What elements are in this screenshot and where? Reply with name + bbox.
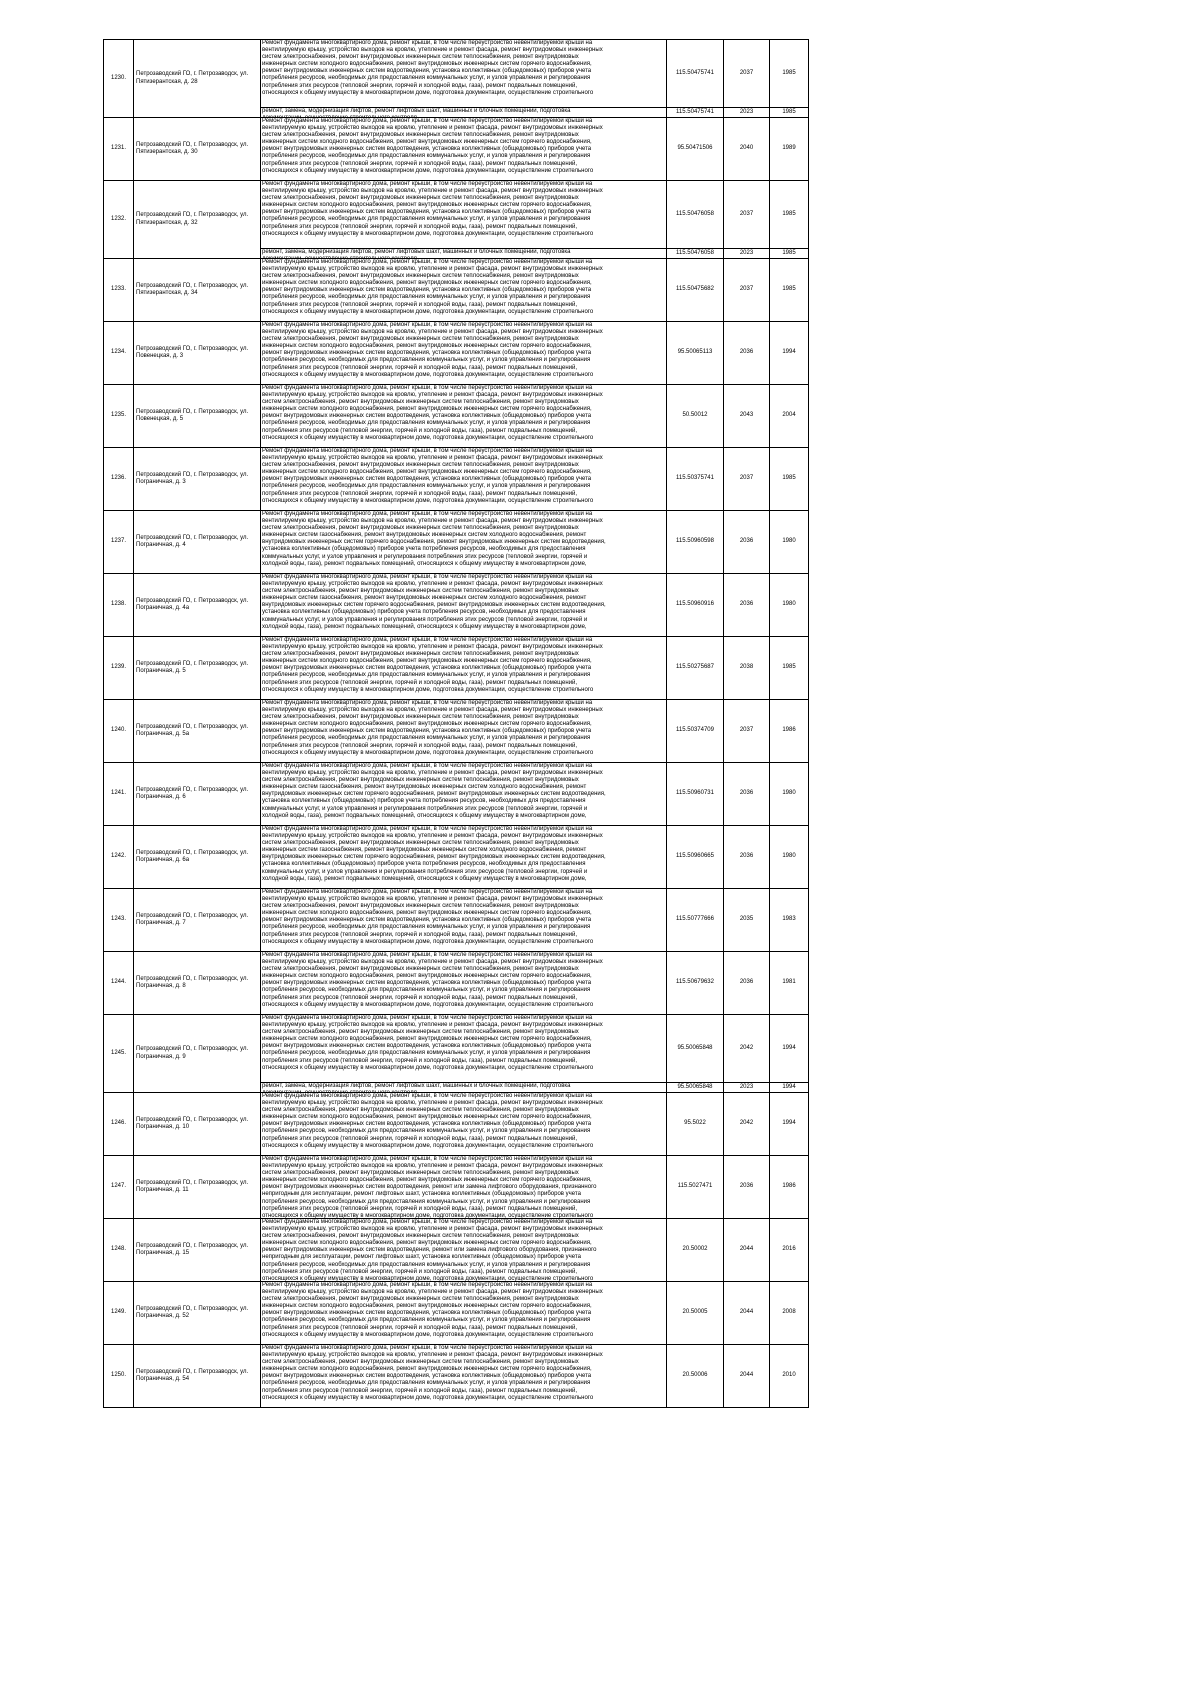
cost-cell: 95.50065848 [667,1015,724,1083]
row-number: 1249. [104,1282,134,1345]
address-cell: Петрозаводский ГО, г. Петрозаводск, ул. Пограничная, д. 9 [134,1015,261,1093]
row-number: 1243. [104,889,134,952]
planned-year-cell: 2035 [724,889,770,952]
works-cell [261,385,667,448]
table-row [104,763,809,826]
row-number: 1240. [104,700,134,763]
address-cell: Петрозаводский ГО, г. Петрозаводск, ул. Пограничная, д. 5а [134,700,261,763]
works-cell [261,889,667,952]
works-text: Ремонт фундамента многоквартирного дома, ремонт крыши, в том числе переустройство невентилируемой крыши на вентилируемую крышу, устройство выходов на кровлю, утепление и ремонт фасада, ремонт внутридомовых инженерных систем электроснабжения, ремонт внутридомовых инженерных систем теплоснабжения, ремонт внутридомовых инженерных систем холодного водоснабжения, ремонт внутридомовых инженерных систем горячего водоснабжения, ремонт внутридомовых инженерных систем водоотведения, ремонт или замена лифтового оборудования, признанного непригодным для эксплуатации, ремонт лифтовых шахт, установка коллективных (общедомовых) приборов учета потребления ресурсов, необходимых для предоставления коммунальных услуг, и узлов управления и регулирования потребления этих ресурсов (тепловой энергии, горячей и холодной воды, газа), ремонт подвальных помещений, относящихся к общему имуществу в многоквартирном доме, подготовка документации, осуществление строительного [262,1219,603,1281]
works-text: Ремонт фундамента многоквартирного дома, ремонт крыши, в том числе переустройство невентилируемой крыши на вентилируемую крышу, устройство выходов на кровлю, утепление и ремонт фасада, ремонт внутридомовых инженерных систем электроснабжения, ремонт внутридомовых инженерных систем теплоснабжения, ремонт внутридомовых инженерных систем холодного водоснабжения, ремонт внутридомовых инженерных систем горячего водоснабжения, ремонт внутридомовых инженерных систем водоотведения, установка коллективных (общедомовых) приборов учета потребления ресурсов, необходимых для предоставления коммунальных услуг, и узлов управления и регулирования потребления этих ресурсов (тепловой энергии, горячей и холодной воды, газа), ремонт подвальных помещений, относящихся к общему имуществу в многоквартирном доме, подготовка документации, осуществление строительного [262,448,603,504]
planned-year-cell: 2037 [724,700,770,763]
row-number: 1238. [104,574,134,637]
works-cell [261,637,667,700]
table-row [104,511,809,574]
planned-year-cell: 2023 [724,249,770,259]
planned-year-cell: 2037 [724,259,770,322]
address-cell: Петрозаводский ГО, г. Петрозаводск, ул. Повенецкая, д. 5 [134,385,261,448]
address-cell: Петрозаводский ГО, г. Петрозаводск, ул. Пограничная, д. 7 [134,889,261,952]
address-cell: Петрозаводский ГО, г. Петрозаводск, ул. Пограничная, д. 6а [134,826,261,889]
cost-cell: 20.50005 [667,1282,724,1345]
table-row [104,448,809,511]
planned-year-cell: 2036 [724,763,770,826]
planned-year-cell: 2042 [724,1093,770,1156]
build-year-cell: 1981 [770,952,809,1015]
cost-cell: 115.50476058 [667,249,724,259]
row-number: 1232. [104,181,134,259]
address-cell: Петрозаводский ГО, г. Петрозаводск, ул. Пограничная, д. 15 [134,1219,261,1282]
table-row [104,574,809,637]
works-text: ремонт, замена, модернизация лифтов, ремонт лифтовых шахт, машинных и блочных помещений, подготовка [262,249,571,255]
build-year-cell: 1985 [770,448,809,511]
address-cell: Петрозаводский ГО, г. Петрозаводск, ул. Пограничная, д. 4а [134,574,261,637]
build-year-cell: 2010 [770,1345,809,1408]
works-text: Ремонт фундамента многоквартирного дома, ремонт крыши, в том числе переустройство невентилируемой крыши на вентилируемую крышу, устройство выходов на кровлю, утепление и ремонт фасада, ремонт внутридомовых инженерных систем электроснабжения, ремонт внутридомовых инженерных систем теплоснабжения, ремонт внутридомовых инженерных систем холодного водоснабжения, ремонт внутридомовых инженерных систем горячего водоснабжения, ремонт внутридомовых инженерных систем водоотведения, установка коллективных (общедомовых) приборов учета потребления ресурсов, необходимых для предоставления коммунальных услуг, и узлов управления и регулирования потребления этих ресурсов (тепловой энергии, горячей и холодной воды, газа), ремонт подвальных помещений, относящихся к общему имуществу в многоквартирном доме, подготовка документации, осуществление строительного [262,322,603,378]
table-row [104,181,809,249]
build-year-cell: 1985 [770,637,809,700]
build-year-cell: 1994 [770,322,809,385]
planned-year-cell: 2036 [724,1156,770,1219]
cost-cell: 20.50006 [667,1345,724,1408]
cost-cell: 115.50275687 [667,637,724,700]
table-row [104,637,809,700]
cost-cell: 115.50960916 [667,574,724,637]
table-body [104,40,809,1408]
table-row [104,1015,809,1083]
works-cell [261,952,667,1015]
address-cell: Петрозаводский ГО, г. Петрозаводск, ул. Пограничная, д. 8 [134,952,261,1015]
planned-year-cell: 2044 [724,1282,770,1345]
planned-year-cell: 2038 [724,637,770,700]
row-number: 1241. [104,763,134,826]
table-row [104,118,809,181]
build-year-cell: 1986 [770,1156,809,1219]
works-text: Ремонт фундамента многоквартирного дома, ремонт крыши, в том числе переустройство невентилируемой крыши на вентилируемую крышу, устройство выходов на кровлю, утепление и ремонт фасада, ремонт внутридомовых инженерных систем электроснабжения, ремонт внутридомовых инженерных систем теплоснабжения, ремонт внутридомовых инженерных систем холодного водоснабжения, ремонт внутридомовых инженерных систем горячего водоснабжения, ремонт внутридомовых инженерных систем водоотведения, установка коллективных (общедомовых) приборов учета потребления ресурсов, необходимых для предоставления коммунальных услуг, и узлов управления и регулирования потребления этих ресурсов (тепловой энергии, горячей и холодной воды, газа), ремонт подвальных помещений, относящихся к общему имуществу в многоквартирном доме, подготовка документации, осуществление строительного [262,259,603,315]
build-year-cell: 1994 [770,1093,809,1156]
build-year-cell: 1989 [770,118,809,181]
row-number: 1230. [104,40,134,118]
cost-cell: 95.5022 [667,1093,724,1156]
works-cell [261,1156,667,1219]
works-text: Ремонт фундамента многоквартирного дома, ремонт крыши, в том числе переустройство невентилируемой крыши на вентилируемую крышу, устройство выходов на кровлю, утепление и ремонт фасада, ремонт внутридомовых инженерных систем электроснабжения, ремонт внутридомовых инженерных систем теплоснабжения, ремонт внутридомовых инженерных систем холодного водоснабжения, ремонт внутридомовых инженерных систем горячего водоснабжения, ремонт внутридомовых инженерных систем водоотведения, установка коллективных (общедомовых) приборов учета потребления ресурсов, необходимых для предоставления коммунальных услуг, и узлов управления и регулирования потребления этих ресурсов (тепловой энергии, горячей и холодной воды, газа), ремонт подвальных помещений, относящихся к общему имуществу в многоквартирном доме, подготовка документации, осуществление строительного [262,181,603,237]
planned-year-cell: 2044 [724,1345,770,1408]
cost-cell: 115.50475682 [667,259,724,322]
row-number: 1246. [104,1093,134,1156]
works-text: Ремонт фундамента многоквартирного дома, ремонт крыши, в том числе переустройство невентилируемой крыши на вентилируемую крышу, устройство выходов на кровлю, утепление и ремонт фасада, ремонт внутридомовых инженерных систем электроснабжения, ремонт внутридомовых инженерных систем теплоснабжения, ремонт внутридомовых инженерных систем холодного водоснабжения, ремонт внутридомовых инженерных систем горячего водоснабжения, ремонт внутридомовых инженерных систем водоотведения, установка коллективных (общедомовых) приборов учета потребления ресурсов, необходимых для предоставления коммунальных услуг, и узлов управления и регулирования потребления этих ресурсов (тепловой энергии, горячей и холодной воды, газа), ремонт подвальных помещений, относящихся к общему имуществу в многоквартирном доме, подготовка документации, осуществление строительного [262,700,603,756]
address-cell: Петрозаводский ГО, г. Петрозаводск, ул. Пограничная, д. 54 [134,1345,261,1408]
row-number: 1239. [104,637,134,700]
works-cell [261,826,667,889]
build-year-cell: 1980 [770,763,809,826]
works-text: ремонт, замена, модернизация лифтов, ремонт лифтовых шахт, машинных и блочных помещений, подготовка [262,108,571,114]
works-cell [261,1219,667,1282]
address-cell: Петрозаводский ГО, г. Петрозаводск, ул. Пограничная, д. 4 [134,511,261,574]
works-text: Ремонт фундамента многоквартирного дома, ремонт крыши, в том числе переустройство невентилируемой крыши на вентилируемую крышу, устройство выходов на кровлю, утепление и ремонт фасада, ремонт внутридомовых инженерных систем электроснабжения, ремонт внутридомовых инженерных систем теплоснабжения, ремонт внутридомовых инженерных систем газоснабжения, ремонт внутридомовых инженерных систем холодного водоснабжения, ремонт внутридомовых инженерных систем горячего водоснабжения, ремонт внутридомовых инженерных систем водоотведения, установка коллективных (общедомовых) приборов учета потребления ресурсов, необходимых для предоставления коммунальных услуг, и узлов управления и регулирования потребления этих ресурсов (тепловой энергии, горячей и холодной воды, газа), ремонт подвальных помещений, относящихся к общему имуществу в многоквартирном доме, [262,763,606,819]
cost-cell: 115.50374709 [667,700,724,763]
works-text: Ремонт фундамента многоквартирного дома, ремонт крыши, в том числе переустройство невентилируемой крыши на вентилируемую крышу, устройство выходов на кровлю, утепление и ремонт фасада, ремонт внутридомовых инженерных систем электроснабжения, ремонт внутридомовых инженерных систем теплоснабжения, ремонт внутридомовых инженерных систем холодного водоснабжения, ремонт внутридомовых инженерных систем горячего водоснабжения, ремонт внутридомовых инженерных систем водоотведения, установка коллективных (общедомовых) приборов учета потребления ресурсов, необходимых для предоставления коммунальных услуг, и узлов управления и регулирования потребления этих ресурсов (тепловой энергии, горячей и холодной воды, газа), ремонт подвальных помещений, относящихся к общему имуществу в многоквартирном доме, подготовка документации, осуществление строительного [262,385,603,441]
row-number: 1231. [104,118,134,181]
row-number: 1242. [104,826,134,889]
row-number: 1237. [104,511,134,574]
planned-year-cell: 2037 [724,448,770,511]
row-number: 1250. [104,1345,134,1408]
row-number: 1235. [104,385,134,448]
build-year-cell: 1986 [770,700,809,763]
planned-year-cell: 2036 [724,826,770,889]
works-text: Ремонт фундамента многоквартирного дома, ремонт крыши, в том числе переустройство невентилируемой крыши на вентилируемую крышу, устройство выходов на кровлю, утепление и ремонт фасада, ремонт внутридомовых инженерных систем электроснабжения, ремонт внутридомовых инженерных систем теплоснабжения, ремонт внутридомовых инженерных систем холодного водоснабжения, ремонт внутридомовых инженерных систем горячего водоснабжения, ремонт внутридомовых инженерных систем водоотведения, установка коллективных (общедомовых) приборов учета потребления ресурсов, необходимых для предоставления коммунальных услуг, и узлов управления и регулирования потребления этих ресурсов (тепловой энергии, горячей и холодной воды, газа), ремонт подвальных помещений, относящихся к общему имуществу в многоквартирном доме, подготовка документации, осуществление строительного [262,1093,603,1149]
table-row [104,259,809,322]
works-cell [261,700,667,763]
build-year-cell: 1994 [770,1015,809,1083]
cost-cell: 95.50065113 [667,322,724,385]
repair-program-table [103,39,809,1408]
cost-cell: 115.50475741 [667,108,724,118]
cost-cell: 115.50960731 [667,763,724,826]
planned-year-cell: 2040 [724,118,770,181]
address-cell: Петрозаводский ГО, г. Петрозаводск, ул. Пограничная, д. 52 [134,1282,261,1345]
works-cell [261,1093,667,1156]
works-cell [261,763,667,826]
build-year-cell: 1985 [770,249,809,259]
cost-cell: 115.50476058 [667,181,724,249]
table-row [104,1219,809,1282]
works-text: Ремонт фундамента многоквартирного дома, ремонт крыши, в том числе переустройство невентилируемой крыши на вентилируемую крышу, устройство выходов на кровлю, утепление и ремонт фасада, ремонт внутридомовых инженерных систем электроснабжения, ремонт внутридомовых инженерных систем теплоснабжения, ремонт внутридомовых инженерных систем холодного водоснабжения, ремонт внутридомовых инженерных систем горячего водоснабжения, ремонт внутридомовых инженерных систем водоотведения, установка коллективных (общедомовых) приборов учета потребления ресурсов, необходимых для предоставления коммунальных услуг, и узлов управления и регулирования потребления этих ресурсов (тепловой энергии, горячей и холодной воды, газа), ремонт подвальных помещений, относящихся к общему имуществу в многоквартирном доме, подготовка документации, осуществление строительного [262,637,603,693]
address-cell: Петрозаводский ГО, г. Петрозаводск, ул. Пограничная, д. 5 [134,637,261,700]
build-year-cell: 1980 [770,574,809,637]
works-text: Ремонт фундамента многоквартирного дома, ремонт крыши, в том числе переустройство невентилируемой крыши на вентилируемую крышу, устройство выходов на кровлю, утепление и ремонт фасада, ремонт внутридомовых инженерных систем электроснабжения, ремонт внутридомовых инженерных систем теплоснабжения, ремонт внутридомовых инженерных систем холодного водоснабжения, ремонт внутридомовых инженерных систем горячего водоснабжения, ремонт внутридомовых инженерных систем водоотведения, установка коллективных (общедомовых) приборов учета потребления ресурсов, необходимых для предоставления коммунальных услуг, и узлов управления и регулирования потребления этих ресурсов (тепловой энергии, горячей и холодной воды, газа), ремонт подвальных помещений, относящихся к общему имуществу в многоквартирном доме, подготовка документации, осуществление строительного [262,1015,603,1071]
works-cell [261,1083,667,1093]
works-text: Ремонт фундамента многоквартирного дома, ремонт крыши, в том числе переустройство невентилируемой крыши на вентилируемую крышу, устройство выходов на кровлю, утепление и ремонт фасада, ремонт внутридомовых инженерных систем электроснабжения, ремонт внутридомовых инженерных систем теплоснабжения, ремонт внутридомовых инженерных систем холодного водоснабжения, ремонт внутридомовых инженерных систем горячего водоснабжения, ремонт внутридомовых инженерных систем водоотведения, установка коллективных (общедомовых) приборов учета потребления ресурсов, необходимых для предоставления коммунальных услуг, и узлов управления и регулирования потребления этих ресурсов (тепловой энергии, горячей и холодной воды, газа), ремонт подвальных помещений, относящихся к общему имуществу в многоквартирном доме, подготовка документации, осуществление строительного [262,952,603,1008]
works-cell [261,118,667,181]
address-cell: Петрозаводский ГО, г. Петрозаводск, ул. Пограничная, д. 6 [134,763,261,826]
planned-year-cell: 2036 [724,574,770,637]
cost-cell: 115.5027471 [667,1156,724,1219]
cost-cell: 50.50012 [667,385,724,448]
works-cell [261,259,667,322]
planned-year-cell: 2037 [724,40,770,108]
cost-cell: 20.50002 [667,1219,724,1282]
works-cell [261,511,667,574]
planned-year-cell: 2036 [724,952,770,1015]
works-cell [261,448,667,511]
row-number: 1245. [104,1015,134,1093]
row-number: 1244. [104,952,134,1015]
cost-cell: 115.50475741 [667,40,724,108]
build-year-cell: 1983 [770,889,809,952]
table-row [104,1093,809,1156]
build-year-cell: 1980 [770,511,809,574]
address-cell: Петрозаводский ГО, г. Петрозаводск, ул. Пограничная, д. 11 [134,1156,261,1219]
planned-year-cell: 2036 [724,322,770,385]
table-row [104,952,809,1015]
table-row [104,1345,809,1408]
row-number: 1233. [104,259,134,322]
build-year-cell: 1985 [770,259,809,322]
planned-year-cell: 2023 [724,108,770,118]
works-cell [261,40,667,108]
planned-year-cell: 2042 [724,1015,770,1083]
table-row [104,700,809,763]
build-year-cell: 1985 [770,40,809,108]
works-cell [261,108,667,118]
works-cell [261,1282,667,1345]
cost-cell: 115.50777666 [667,889,724,952]
cost-cell: 95.50471506 [667,118,724,181]
table-row [104,1156,809,1219]
build-year-cell: 1985 [770,181,809,249]
row-number: 1234. [104,322,134,385]
works-cell [261,1345,667,1408]
planned-year-cell: 2023 [724,1083,770,1093]
address-cell: Петрозаводский ГО, г. Петрозаводск, ул. Пятизерантская, д. 30 [134,118,261,181]
works-text: Ремонт фундамента многоквартирного дома, ремонт крыши, в том числе переустройство невентилируемой крыши на вентилируемую крышу, устройство выходов на кровлю, утепление и ремонт фасада, ремонт внутридомовых инженерных систем электроснабжения, ремонт внутридомовых инженерных систем теплоснабжения, ремонт внутридомовых инженерных систем газоснабжения, ремонт внутридомовых инженерных систем холодного водоснабжения, ремонт внутридомовых инженерных систем горячего водоснабжения, ремонт внутридомовых инженерных систем водоотведения, установка коллективных (общедомовых) приборов учета потребления ресурсов, необходимых для предоставления коммунальных услуг, и узлов управления и регулирования потребления этих ресурсов (тепловой энергии, горячей и холодной воды, газа), ремонт подвальных помещений, относящихся к общему имуществу в многоквартирном доме, [262,511,606,567]
works-text: Ремонт фундамента многоквартирного дома, ремонт крыши, в том числе переустройство невентилируемой крыши на вентилируемую крышу, устройство выходов на кровлю, утепление и ремонт фасада, ремонт внутридомовых инженерных систем электроснабжения, ремонт внутридомовых инженерных систем теплоснабжения, ремонт внутридомовых инженерных систем газоснабжения, ремонт внутридомовых инженерных систем холодного водоснабжения, ремонт внутридомовых инженерных систем горячего водоснабжения, ремонт внутридомовых инженерных систем водоотведения, установка коллективных (общедомовых) приборов учета потребления ресурсов, необходимых для предоставления коммунальных услуг, и узлов управления и регулирования потребления этих ресурсов (тепловой энергии, горячей и холодной воды, газа), ремонт подвальных помещений, относящихся к общему имуществу в многоквартирном доме, [262,826,606,882]
address-cell: Петрозаводский ГО, г. Петрозаводск, ул. Пограничная, д. 3 [134,448,261,511]
build-year-cell: 2004 [770,385,809,448]
address-cell: Петрозаводский ГО, г. Петрозаводск, ул. Пятизерантская, д. 34 [134,259,261,322]
works-text: Ремонт фундамента многоквартирного дома, ремонт крыши, в том числе переустройство невентилируемой крыши на вентилируемую крышу, устройство выходов на кровлю, утепление и ремонт фасада, ремонт внутридомовых инженерных систем электроснабжения, ремонт внутридомовых инженерных систем теплоснабжения, ремонт внутридомовых инженерных систем газоснабжения, ремонт внутридомовых инженерных систем холодного водоснабжения, ремонт внутридомовых инженерных систем горячего водоснабжения, ремонт внутридомовых инженерных систем водоотведения, установка коллективных (общедомовых) приборов учета потребления ресурсов, необходимых для предоставления коммунальных услуг, и узлов управления и регулирования потребления этих ресурсов (тепловой энергии, горячей и холодной воды, газа), ремонт подвальных помещений, относящихся к общему имуществу в многоквартирном доме, [262,574,606,630]
row-number: 1236. [104,448,134,511]
cost-cell: 95.50065848 [667,1083,724,1093]
planned-year-cell: 2037 [724,181,770,249]
table-row [104,889,809,952]
address-cell: Петрозаводский ГО, г. Петрозаводск, ул. Пятизерантская, д. 32 [134,181,261,259]
works-cell [261,1015,667,1083]
address-cell: Петрозаводский ГО, г. Петрозаводск, ул. Повенецкая, д. 3 [134,322,261,385]
row-number: 1247. [104,1156,134,1219]
works-text: Ремонт фундамента многоквартирного дома, ремонт крыши, в том числе переустройство невентилируемой крыши на вентилируемую крышу, устройство выходов на кровлю, утепление и ремонт фасада, ремонт внутридомовых инженерных систем электроснабжения, ремонт внутридомовых инженерных систем теплоснабжения, ремонт внутридомовых инженерных систем холодного водоснабжения, ремонт внутридомовых инженерных систем горячего водоснабжения, ремонт внутридомовых инженерных систем водоотведения, установка коллективных (общедомовых) приборов учета потребления ресурсов, необходимых для предоставления коммунальных услуг, и узлов управления и регулирования потребления этих ресурсов (тепловой энергии, горячей и холодной воды, газа), ремонт подвальных помещений, относящихся к общему имуществу в многоквартирном доме, подготовка документации, осуществление строительного [262,1345,603,1401]
address-cell: Петрозаводский ГО, г. Петрозаводск, ул. Пограничная, д. 10 [134,1093,261,1156]
planned-year-cell: 2043 [724,385,770,448]
works-text: Ремонт фундамента многоквартирного дома, ремонт крыши, в том числе переустройство невентилируемой крыши на вентилируемую крышу, устройство выходов на кровлю, утепление и ремонт фасада, ремонт внутридомовых инженерных систем электроснабжения, ремонт внутридомовых инженерных систем теплоснабжения, ремонт внутридомовых инженерных систем холодного водоснабжения, ремонт внутридомовых инженерных систем горячего водоснабжения, ремонт внутридомовых инженерных систем водоотведения, установка коллективных (общедомовых) приборов учета потребления ресурсов, необходимых для предоставления коммунальных услуг, и узлов управления и регулирования потребления этих ресурсов (тепловой энергии, горячей и холодной воды, газа), ремонт подвальных помещений, относящихся к общему имуществу в многоквартирном доме, подготовка документации, осуществление строительного [262,118,603,174]
table-row [104,40,809,108]
works-cell [261,574,667,637]
cost-cell: 115.50375741 [667,448,724,511]
address-cell: Петрозаводский ГО, г. Петрозаводск, ул. Пятизерантская, д. 28 [134,40,261,118]
table-row [104,826,809,889]
planned-year-cell: 2044 [724,1219,770,1282]
build-year-cell: 1994 [770,1083,809,1093]
cost-cell: 115.50679632 [667,952,724,1015]
works-text: Ремонт фундамента многоквартирного дома, ремонт крыши, в том числе переустройство невентилируемой крыши на вентилируемую крышу, устройство выходов на кровлю, утепление и ремонт фасада, ремонт внутридомовых инженерных систем электроснабжения, ремонт внутридомовых инженерных систем теплоснабжения, ремонт внутридомовых инженерных систем холодного водоснабжения, ремонт внутридомовых инженерных систем горячего водоснабжения, ремонт внутридомовых инженерных систем водоотведения, ремонт или замена лифтового оборудования, признанного непригодным для эксплуатации, ремонт лифтовых шахт, установка коллективных (общедомовых) приборов учета потребления ресурсов, необходимых для предоставления коммунальных услуг, и узлов управления и регулирования потребления этих ресурсов (тепловой энергии, горячей и холодной воды, газа), ремонт подвальных помещений, относящихся к общему имуществу в многоквартирном доме, подготовка документации, осуществление строительного [262,1156,603,1218]
works-text: ремонт, замена, модернизация лифтов, ремонт лифтовых шахт, машинных и блочных помещений, подготовка [262,1083,571,1089]
build-year-cell: 1985 [770,108,809,118]
works-cell [261,181,667,249]
works-cell [261,322,667,385]
table-row [104,1282,809,1345]
works-text: Ремонт фундамента многоквартирного дома, ремонт крыши, в том числе переустройство невентилируемой крыши на вентилируемую крышу, устройство выходов на кровлю, утепление и ремонт фасада, ремонт внутридомовых инженерных систем электроснабжения, ремонт внутридомовых инженерных систем теплоснабжения, ремонт внутридомовых инженерных систем холодного водоснабжения, ремонт внутридомовых инженерных систем горячего водоснабжения, ремонт внутридомовых инженерных систем водоотведения, установка коллективных (общедомовых) приборов учета потребления ресурсов, необходимых для предоставления коммунальных услуг, и узлов управления и регулирования потребления этих ресурсов (тепловой энергии, горячей и холодной воды, газа), ремонт подвальных помещений, относящихся к общему имуществу в многоквартирном доме, подготовка документации, осуществление строительного [262,889,603,945]
build-year-cell: 2016 [770,1219,809,1282]
build-year-cell: 1980 [770,826,809,889]
build-year-cell: 2008 [770,1282,809,1345]
works-cell [261,249,667,259]
table-row [104,385,809,448]
works-text: Ремонт фундамента многоквартирного дома, ремонт крыши, в том числе переустройство невентилируемой крыши на вентилируемую крышу, устройство выходов на кровлю, утепление и ремонт фасада, ремонт внутридомовых инженерных систем электроснабжения, ремонт внутридомовых инженерных систем теплоснабжения, ремонт внутридомовых инженерных систем холодного водоснабжения, ремонт внутридомовых инженерных систем горячего водоснабжения, ремонт внутридомовых инженерных систем водоотведения, установка коллективных (общедомовых) приборов учета потребления ресурсов, необходимых для предоставления коммунальных услуг, и узлов управления и регулирования потребления этих ресурсов (тепловой энергии, горячей и холодной воды, газа), ремонт подвальных помещений, относящихся к общему имуществу в многоквартирном доме, подготовка документации, осуществление строительного [262,1282,603,1338]
planned-year-cell: 2036 [724,511,770,574]
row-number: 1248. [104,1219,134,1282]
cost-cell: 115.50960598 [667,511,724,574]
table-row [104,322,809,385]
cost-cell: 115.50960665 [667,826,724,889]
works-text: Ремонт фундамента многоквартирного дома, ремонт крыши, в том числе переустройство невентилируемой крыши на вентилируемую крышу, устройство выходов на кровлю, утепление и ремонт фасада, ремонт внутридомовых инженерных систем электроснабжения, ремонт внутридомовых инженерных систем теплоснабжения, ремонт внутридомовых инженерных систем холодного водоснабжения, ремонт внутридомовых инженерных систем горячего водоснабжения, ремонт внутридомовых инженерных систем водоотведения, установка коллективных (общедомовых) приборов учета потребления ресурсов, необходимых для предоставления коммунальных услуг, и узлов управления и регулирования потребления этих ресурсов (тепловой энергии, горячей и холодной воды, газа), ремонт подвальных помещений, относящихся к общему имуществу в многоквартирном доме, подготовка документации, осуществление строительного [262,40,603,96]
